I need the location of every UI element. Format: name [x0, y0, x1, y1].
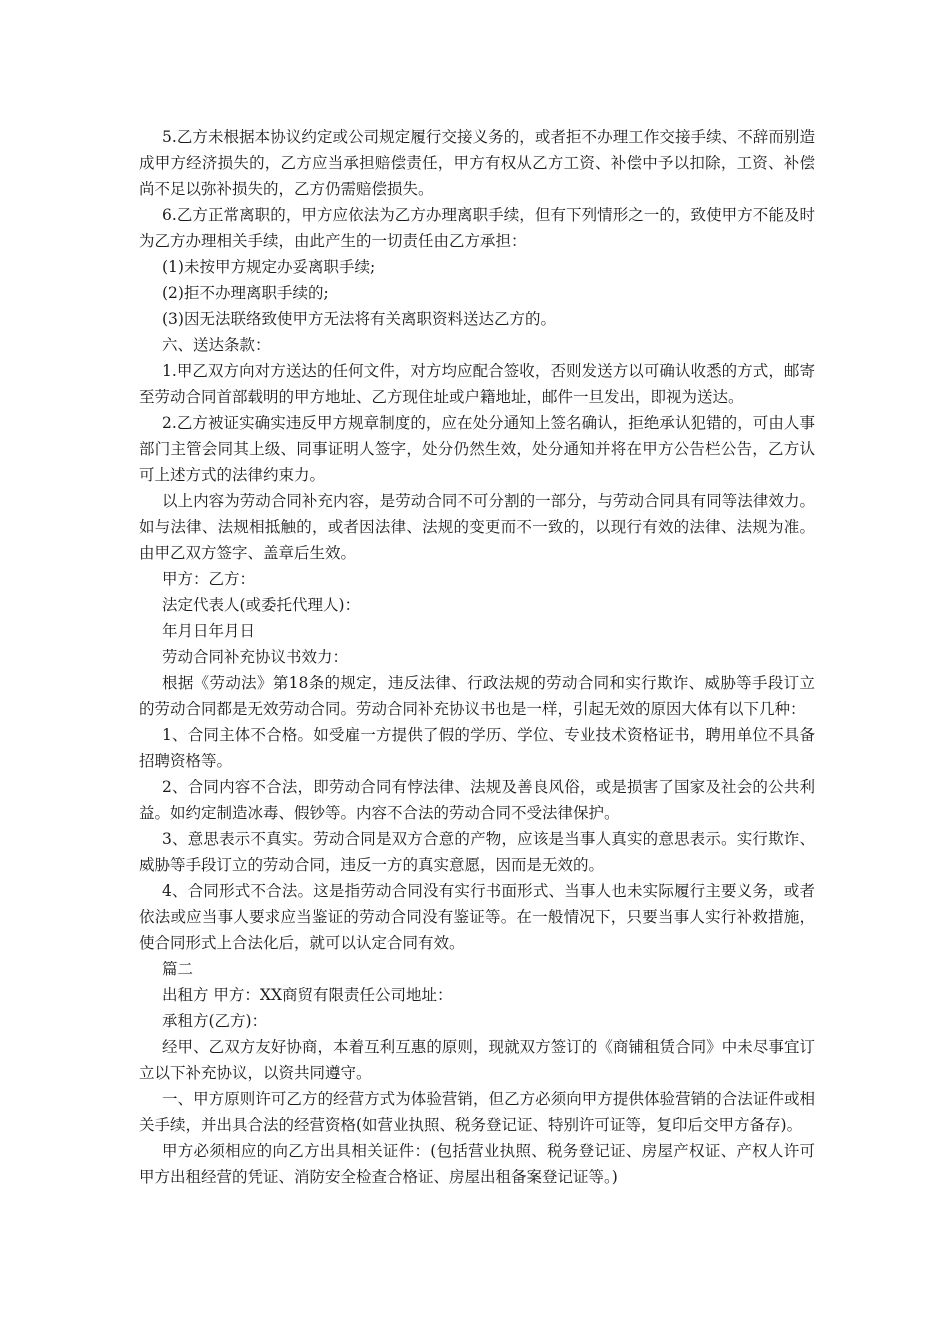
paragraph-validity-3: 3、意思表示不真实。劳动合同是双方合意的产物，应该是当事人真实的意思表示。实行欺诈、威胁等手段订立的劳动合同，违反一方的真实意愿，因而是无效的。 — [139, 830, 815, 874]
paragraph-validity-4: 4、合同形式不合法。这是指劳动合同没有实行书面形式、当事人也未实际履行主要义务，或者依法或应当事人要求应当鉴证的劳动合同没有鉴证等。在一般情况下，只要当事人实行补救措施，使合同形式上合法化后，就可以认定合同有效。 — [139, 882, 815, 952]
paragraph-lessee: 承租方(乙方)： — [162, 1012, 268, 1030]
paragraph-clause-6: 6.乙方正常离职的，甲方应依法为乙方办理离职手续，但有下列情形之一的，致使甲方不能及时为乙方办理相关手续，由此产生的一切责任由乙方承担： — [139, 206, 815, 250]
signature-dates: 年月日年月日 — [162, 622, 256, 640]
section-heading-part-two: 篇二 — [162, 960, 194, 978]
signature-representative: 法定代表人(或委托代理人)： — [162, 596, 361, 614]
signature-parties: 甲方：乙方： — [162, 570, 256, 588]
section-heading-validity: 劳动合同补充协议书效力： — [162, 648, 349, 666]
paragraph-item-1: (1)未按甲方规定办妥离职手续; — [162, 258, 376, 276]
paragraph-validity-1: 1、合同主体不合格。如受雇一方提供了假的学历、学位、专业技术资格证书，聘用单位不具备招聘资格等。 — [139, 726, 815, 770]
paragraph-validity-intro: 根据《劳动法》第18条的规定，违反法律、行政法规的劳动合同和实行欺诈、威胁等手段订立的劳动合同都是无效劳动合同。劳动合同补充协议书也是一样，引起无效的原因大体有以下几种： — [139, 674, 815, 718]
paragraph-delivery-2: 2.乙方被证实确实违反甲方规章制度的，应在处分通知上签名确认，拒绝承认犯错的，可由人事部门主管会同其上级、同事证明人签字，处分仍然生效，处分通知并将在甲方公告栏公告，乙方认可上述方式的法律约束力。 — [139, 414, 815, 484]
document-body — [139, 124, 815, 1190]
paragraph-agreement-1-lessor: 甲方必须相应的向乙方出具相关证件：(包括营业执照、税务登记证、房屋产权证、产权人许可甲方出租经营的凭证、消防安全检查合格证、房屋出租备案登记证等。) — [139, 1142, 815, 1186]
paragraph-agreement-1: 一、甲方原则许可乙方的经营方式为体验营销，但乙方必须向甲方提供体验营销的合法证件或相关手续，并出具合法的经营资格(如营业执照、税务登记证、特别许可证等，复印后交甲方备存)。 — [139, 1090, 815, 1134]
paragraph-validity-2: 2、合同内容不合法，即劳动合同有悖法律、法规及善良风俗，或是损害了国家及社会的公共利益。如约定制造冰毒、假钞等。内容不合法的劳动合同不受法律保护。 — [139, 778, 815, 822]
paragraph-delivery-1: 1.甲乙双方向对方送达的任何文件，对方均应配合签收，否则发送方以可确认收悉的方式，邮寄至劳动合同首部载明的甲方地址、乙方现住址或户籍地址，邮件一旦发出，即视为送达。 — [139, 362, 815, 406]
paragraph-item-2: (2)拒不办理离职手续的; — [162, 284, 329, 302]
paragraph-effect-summary: 以上内容为劳动合同补充内容，是劳动合同不可分割的一部分，与劳动合同具有同等法律效力。如与法律、法规相抵触的，或者因法律、法规的变更而不一致的，以现行有效的法律、法规为准。由甲乙双方签字、盖章后生效。 — [139, 492, 815, 562]
paragraph-item-3: (3)因无法联络致使甲方无法将有关离职资料送达乙方的。 — [162, 310, 556, 328]
paragraph-agreement-intro: 经甲、乙双方友好协商，本着互利互惠的原则，现就双方签订的《商铺租赁合同》中未尽事宜订立以下补充协议，以资共同遵守。 — [139, 1038, 815, 1082]
paragraph-clause-5: 5.乙方未根据本协议约定或公司规定履行交接义务的，或者拒不办理工作交接手续、不辞而别造成甲方经济损失的，乙方应当承担赔偿责任，甲方有权从乙方工资、补偿中予以扣除，工资、补偿尚不足以弥补损失的，乙方仍需赔偿损失。 — [139, 128, 815, 198]
paragraph-lessor: 出租方 甲方：XX商贸有限责任公司地址： — [162, 986, 453, 1004]
section-heading-delivery: 六、送达条款： — [162, 336, 271, 354]
